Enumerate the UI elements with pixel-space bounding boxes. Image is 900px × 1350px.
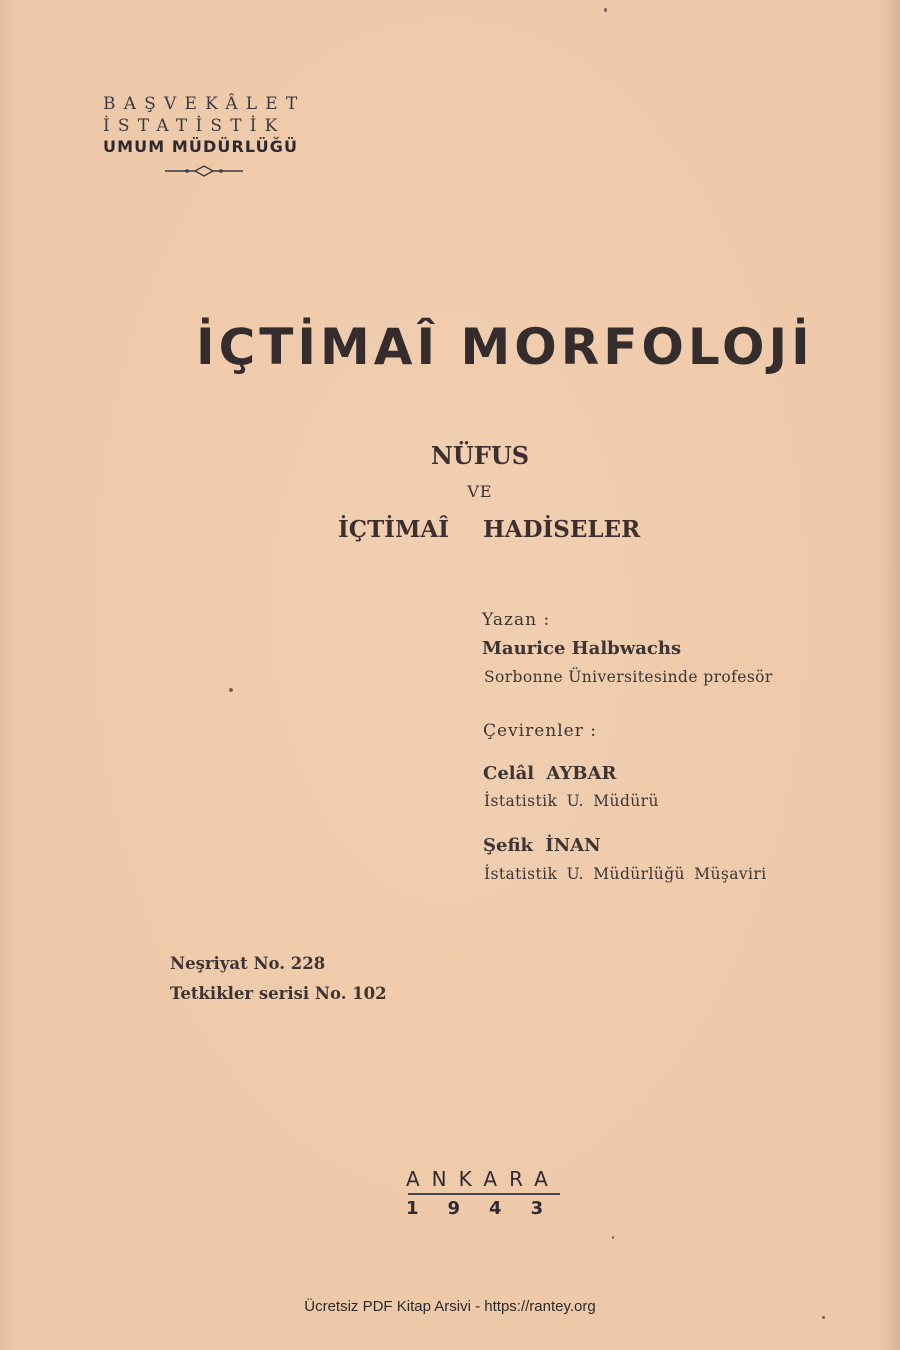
paper-speck: [229, 688, 233, 692]
subtitle-line-2: VE: [467, 482, 493, 501]
ornament-divider-icon: [165, 164, 243, 178]
translator-title: İstatistik U. Müdürlüğü Müşaviri: [484, 865, 767, 883]
translators-label: Çevirenler :: [483, 721, 597, 741]
paper-speck: [822, 1316, 825, 1319]
book-title: İÇTİMAÎ MORFOLOJİ: [196, 318, 814, 376]
translator-name: Celâl AYBAR: [483, 763, 617, 784]
series-number: Tetkikler serisi No. 102: [170, 984, 387, 1003]
imprint-rule: [408, 1193, 560, 1195]
header-directorate: UMUM MÜDÜRLÜĞÜ: [103, 137, 299, 156]
author-label: Yazan :: [482, 610, 551, 630]
header-statistics: İSTATİSTİK: [103, 116, 286, 136]
author-affiliation: Sorbonne Üniversitesinde profesör: [484, 668, 773, 686]
publication-number: Neşriyat No. 228: [170, 954, 326, 973]
paper-speck: [604, 8, 607, 12]
paper-speck: [612, 1236, 614, 1239]
header-ministry: BAŞVEKÂLET: [103, 94, 306, 114]
author-name: Maurice Halbwachs: [482, 638, 682, 659]
archive-footer: Ücretsiz PDF Kitap Arsivi - https://rantey.org: [304, 1298, 596, 1315]
subtitle-line-1: NÜFUS: [430, 441, 530, 470]
imprint-city: ANKARA: [406, 1167, 560, 1191]
translator-title: İstatistik U. Müdürü: [484, 792, 659, 810]
subtitle-line-3: İÇTİMAÎ HADİSELER: [338, 516, 641, 543]
imprint-year: 1943: [406, 1198, 573, 1219]
translator-name: Şefik İNAN: [483, 835, 601, 856]
